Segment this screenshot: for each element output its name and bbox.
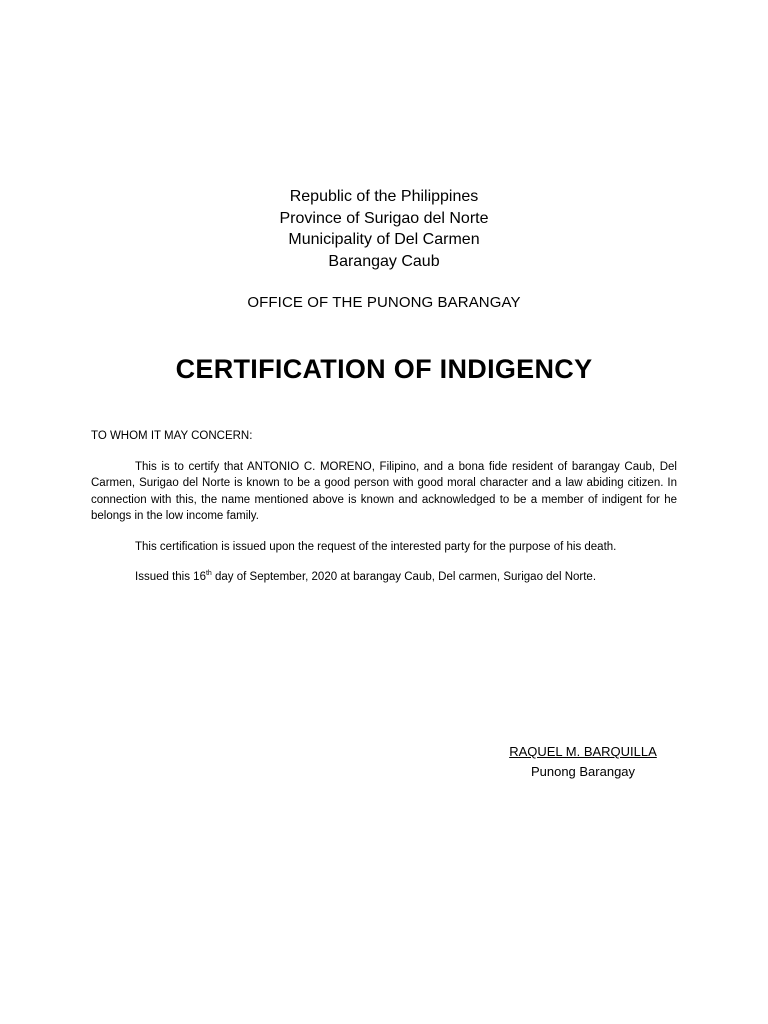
issued-text-end: day of September, 2020 at barangay Caub, Del carmen, Surigao del Norte. xyxy=(211,571,597,583)
letterhead-country: Republic of the Philippines xyxy=(289,188,479,205)
salutation: TO WHOM IT MAY CONCERN: xyxy=(91,430,253,442)
signatory-title: Punong Barangay xyxy=(530,764,636,779)
document-title: CERTIFICATION OF INDIGENCY xyxy=(175,354,593,384)
certification-paragraph: This is to certify that ANTONIO C. MORENO, Filipino, and a bona fide resident of barangay Caub, Del Carmen, Surigao del Norte is known to be a good person with good moral character and a law abiding citizen. In connection with this, the name mentioned above is known and acknowledged to be a member of indigent for he belongs in the low income family. xyxy=(91,460,677,522)
issued-paragraph xyxy=(91,569,677,586)
office-heading: OFFICE OF THE PUNONG BARANGAY xyxy=(247,294,521,311)
letterhead-province: Province of Surigao del Norte xyxy=(279,209,489,227)
issued-text-start: Issued this 16 xyxy=(135,571,206,583)
letterhead-municipality: Municipality of Del Carmen xyxy=(288,231,480,248)
letterhead xyxy=(0,186,768,272)
ordinal-suffix: th xyxy=(205,570,212,578)
purpose-paragraph: This certification is issued upon the request of the interested party for the purpose of his death. xyxy=(135,540,617,553)
signatory-block xyxy=(478,742,688,782)
signatory-name: RAQUEL M. BARQUILLA xyxy=(509,744,657,759)
certificate-body xyxy=(91,428,677,600)
letterhead-barangay: Barangay Caub xyxy=(328,252,440,270)
